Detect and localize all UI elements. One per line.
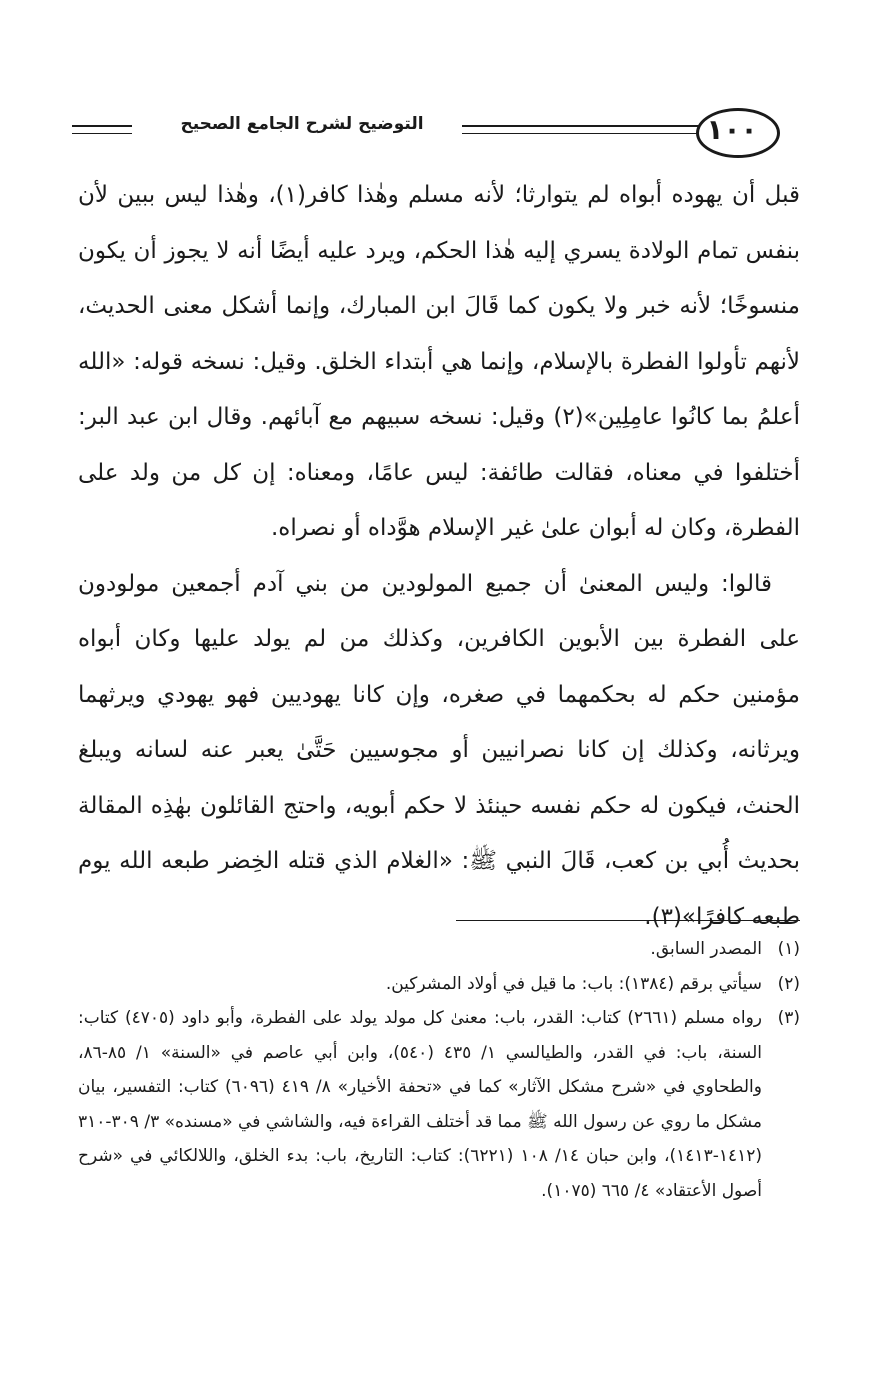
main-text — [78, 168, 800, 945]
footnote-1 — [78, 932, 800, 967]
paragraph-2: قالوا: وليس المعنىٰ أن جميع المولودين من بني آدم أجمعين مولودون على الفطرة بين الأبوين الكافرين، وكذلك من لم يولد عليها وكان أبواه مؤمنين حكم له بحكمهما في صغره، وإن كانا يهوديين فهو يهودي ويرثهما ويرثانه، وكذلك إن كانا نصرانيين أو مجوسيين حَتَّىٰ يعبر عنه لسانه ويبلغ الحنث، فيكون له حكم نفسه حينئذ لا حكم أبويه، واحتج القائلون بهٰذِه المقالة بحديث أُبي بن كعب، قَالَ النبي ﷺ: «الغلام الذي قتله الخِضر طبعه الله يوم طبعه كافرًا»(٣). — [78, 570, 800, 930]
paragraph-1: قبل أن يهوده أبواه لم يتوارثا؛ لأنه مسلم وهٰذا كافر(١)، وهٰذا ليس ببين لأن بنفس تمام الولادة يسري إليه هٰذا الحكم، ويرد عليه أيضًا أنه لا يجوز أن يكون منسوخًا؛ لأنه خبر ولا يكون كما قَالَ ابن المبارك، وإنما أشكل معنى الحديث، لأنهم تأولوا الفطرة بالإسلام، وإنما هي أبتداء الخلق. وقيل: نسخه قوله: «الله أعلمُ بما كانُوا عامِلِين»(٢) وقيل: نسخه سبيهم مع آبائهم. وقال ابن عبد البر: أختلفوا في معناه، فقالت طائفة: ليس عامًا، ومعناه: إن كل من ولد على الفطرة، وكان له أبوان علىٰ غير الإسلام هوَّداه أو نصراه. — [78, 182, 800, 541]
footnote-separator — [456, 920, 800, 921]
header-rule-left — [72, 125, 132, 127]
footnote-number: (١) — [777, 939, 800, 959]
footnote-text: سيأتي برقم (١٣٨٤): باب: ما قيل في أولاد المشركين. — [385, 973, 762, 994]
footnote-2 — [78, 967, 800, 1002]
footnotes — [78, 932, 800, 1208]
footnote-number: (٣) — [777, 1008, 800, 1028]
page-header — [72, 98, 800, 162]
book-title: التوضيح لشرح الجامع الصحيح — [180, 114, 424, 134]
footnote-3 — [78, 1001, 800, 1208]
footnote-text: المصدر السابق. — [650, 939, 762, 959]
header-rule-left-thin — [72, 133, 132, 134]
page-number: ١٠٠ — [706, 113, 758, 146]
footnote-number: (٢) — [777, 973, 800, 994]
header-rule-right — [462, 125, 707, 127]
footnote-text: رواه مسلم (٢٦٦١) كتاب: القدر، باب: معنىٰ كل مولد يولد على الفطرة، وأبو داود (٤٧٠٥) كتاب: السنة، باب: في القدر، والطيالسي ١/ ٤٣٥ (٥٤٠)، وابن أبي عاصم في «السنة» ١/ ٨٥-٨٦، والطحاوي في «شرح مشكل الآثار» كما في «تحفة الأخيار» ٨/ ٤١٩ (٦٠٩٦) كتاب: التفسير، بيان مشكل ما روي عن رسول الله ﷺ مما قد أختلف القراءة فيه، والشاشي في «مسنده» ٣/ ٣٠٩-٣١٠ (١٤١٢-١٤١٣)، وابن حبان ١٤/ ١٠٨ (٦٢٢١): كتاب: التاريخ، باب: بدء الخلق، واللالكائي في «شرح أصول الأعتقاد» ٤/ ٦٦٥ (١٠٧٥). — [77, 1008, 763, 1201]
header-rule-right-thin — [462, 133, 707, 134]
